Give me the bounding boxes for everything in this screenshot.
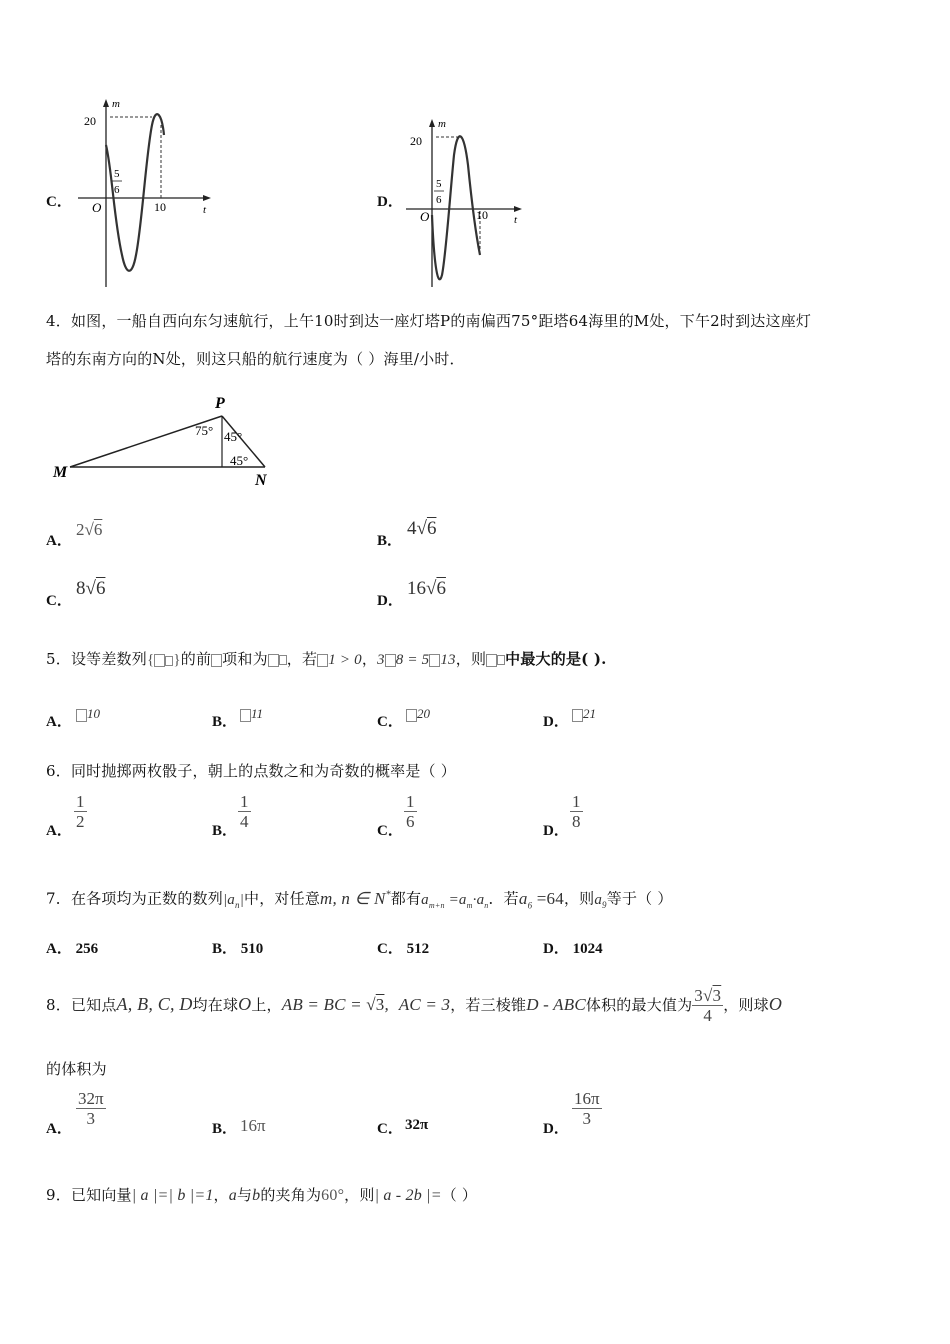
q5-option-c-label: C．	[377, 714, 403, 730]
graph-c-x-label: t	[203, 204, 207, 216]
graph-c-origin: O	[92, 200, 102, 215]
q4-line1: 4．如图，一船自西向东匀速航行，上午10时到达一座灯塔P的南偏西75°距塔64海里的M处，下午2时到达这座灯	[46, 312, 812, 330]
graph-d-x-arrow	[514, 206, 522, 212]
q4-option-a-label: A．	[46, 533, 72, 549]
q6-option-a-value: 1 2	[76, 792, 85, 831]
q7-option-c: C． 512	[377, 941, 430, 957]
q5-option-b-label: B．	[212, 714, 238, 730]
q7-option-a: A． 256	[46, 941, 99, 957]
q4-option-c-label: C．	[46, 593, 72, 609]
graph-d-y-label: m	[438, 118, 446, 130]
graph-d-curve	[432, 136, 480, 279]
q6-option-b-label: B．	[212, 823, 238, 839]
graph-c-x-tick: 10	[154, 200, 166, 214]
q8-option-c-value: 32π	[405, 1117, 429, 1133]
q6-option-a-label: A．	[46, 823, 72, 839]
q4-figure	[50, 388, 280, 488]
q5-option-d-value: 21	[572, 706, 596, 722]
q5-option-c-value: 20	[406, 706, 430, 722]
label-n: N	[255, 472, 267, 488]
q8-option-b-value: 16π	[240, 1116, 266, 1135]
q4-line2: 塔的东南方向的N处，则这只船的航行速度为（ ）海里/小时．	[46, 350, 465, 368]
graph-c	[70, 95, 220, 290]
q6-option-d-label: D．	[543, 823, 569, 839]
q4-option-b-label: B．	[377, 533, 403, 549]
graph-c-frac-den: 6	[114, 184, 120, 196]
graph-c-x-arrow	[203, 195, 211, 201]
angle-45-bottom: 45°	[230, 453, 249, 468]
graph-d-x-tick: 10	[476, 208, 488, 222]
graph-d-frac-den: 6	[436, 194, 442, 206]
q8-option-c-label: C．	[377, 1121, 403, 1137]
graph-d-frac-num: 5	[436, 178, 442, 190]
q4-option-b-value: 4√6	[407, 518, 437, 539]
q6-option-d-value: 1 8	[572, 792, 581, 831]
graph-c-y-tick: 20	[84, 114, 96, 128]
graph-c-frac-num: 5	[114, 168, 120, 180]
q5-stem: 5．设等差数列{ }的前 项和为 ，若 1 > 0，3 8 = 5 13，则 中最大的是( ).	[46, 650, 607, 668]
q7-stem: 7．在各项均为正数的数列$|a_n|$中，对任意m, n ∈ N*都有$a_{m+n} =a_m\cdot a_n$．若$a_6 =64$，则$a_9$等于（ ）	[46, 888, 673, 911]
q8-line2: 的体积为	[46, 1060, 107, 1078]
q7-option-b: B． 510	[212, 941, 264, 957]
q6-option-c-label: C．	[377, 823, 403, 839]
graph-d-origin: O	[420, 209, 430, 224]
q8-option-a-label: A．	[46, 1121, 72, 1137]
graph-c-y-arrow	[103, 99, 109, 107]
option-d-label: D．	[377, 194, 403, 210]
graph-d	[400, 115, 530, 290]
angle-45-top: 45°	[224, 429, 243, 444]
q5-option-a-value: 10	[76, 706, 100, 722]
q9-stem: 9．已知向量| a |=| b |=1，a与b的夹角为60°，则| a - 2b |=（ ）	[46, 1186, 478, 1204]
label-m: M	[53, 464, 68, 481]
q5-option-a-label: A．	[46, 714, 72, 730]
q4-option-d-label: D．	[377, 593, 403, 609]
q5-option-b-value: 11	[240, 706, 263, 722]
angle-75: 75°	[195, 423, 214, 438]
option-c-label: C．	[46, 194, 72, 210]
q8-option-b-label: B．	[212, 1121, 238, 1137]
q5-option-d-label: D．	[543, 714, 569, 730]
graph-d-y-tick: 20	[410, 134, 422, 148]
q8-option-a-value: 32π 3	[78, 1089, 104, 1128]
label-p: P	[215, 395, 225, 412]
graph-d-x-label: t	[514, 214, 518, 226]
q6-option-c-value: 1 6	[406, 792, 415, 831]
q8-option-d-label: D．	[543, 1121, 569, 1137]
q6-option-b-value: 1 4	[240, 792, 249, 831]
q4-option-a-value: 2√6	[76, 520, 103, 539]
q6-stem: 6．同时抛掷两枚骰子，朝上的点数之和为奇数的概率是（ ）	[46, 762, 456, 780]
q7-option-d: D． 1024	[543, 941, 603, 957]
graph-c-y-label: m	[112, 98, 120, 110]
graph-d-y-arrow	[429, 119, 435, 127]
q8-stem: 8．已知点A, B, C, D均在球O上，AB = BC = √3, AC = 3，若三棱锥D - ABC体积的最大值为 $\frac{3√3}{4}$ ，则球O	[46, 985, 783, 1025]
q4-option-d-value: 16√6	[407, 578, 446, 599]
q8-option-d-value: 16π 3	[574, 1089, 600, 1128]
q4-option-c-value: 8√6	[76, 578, 106, 599]
